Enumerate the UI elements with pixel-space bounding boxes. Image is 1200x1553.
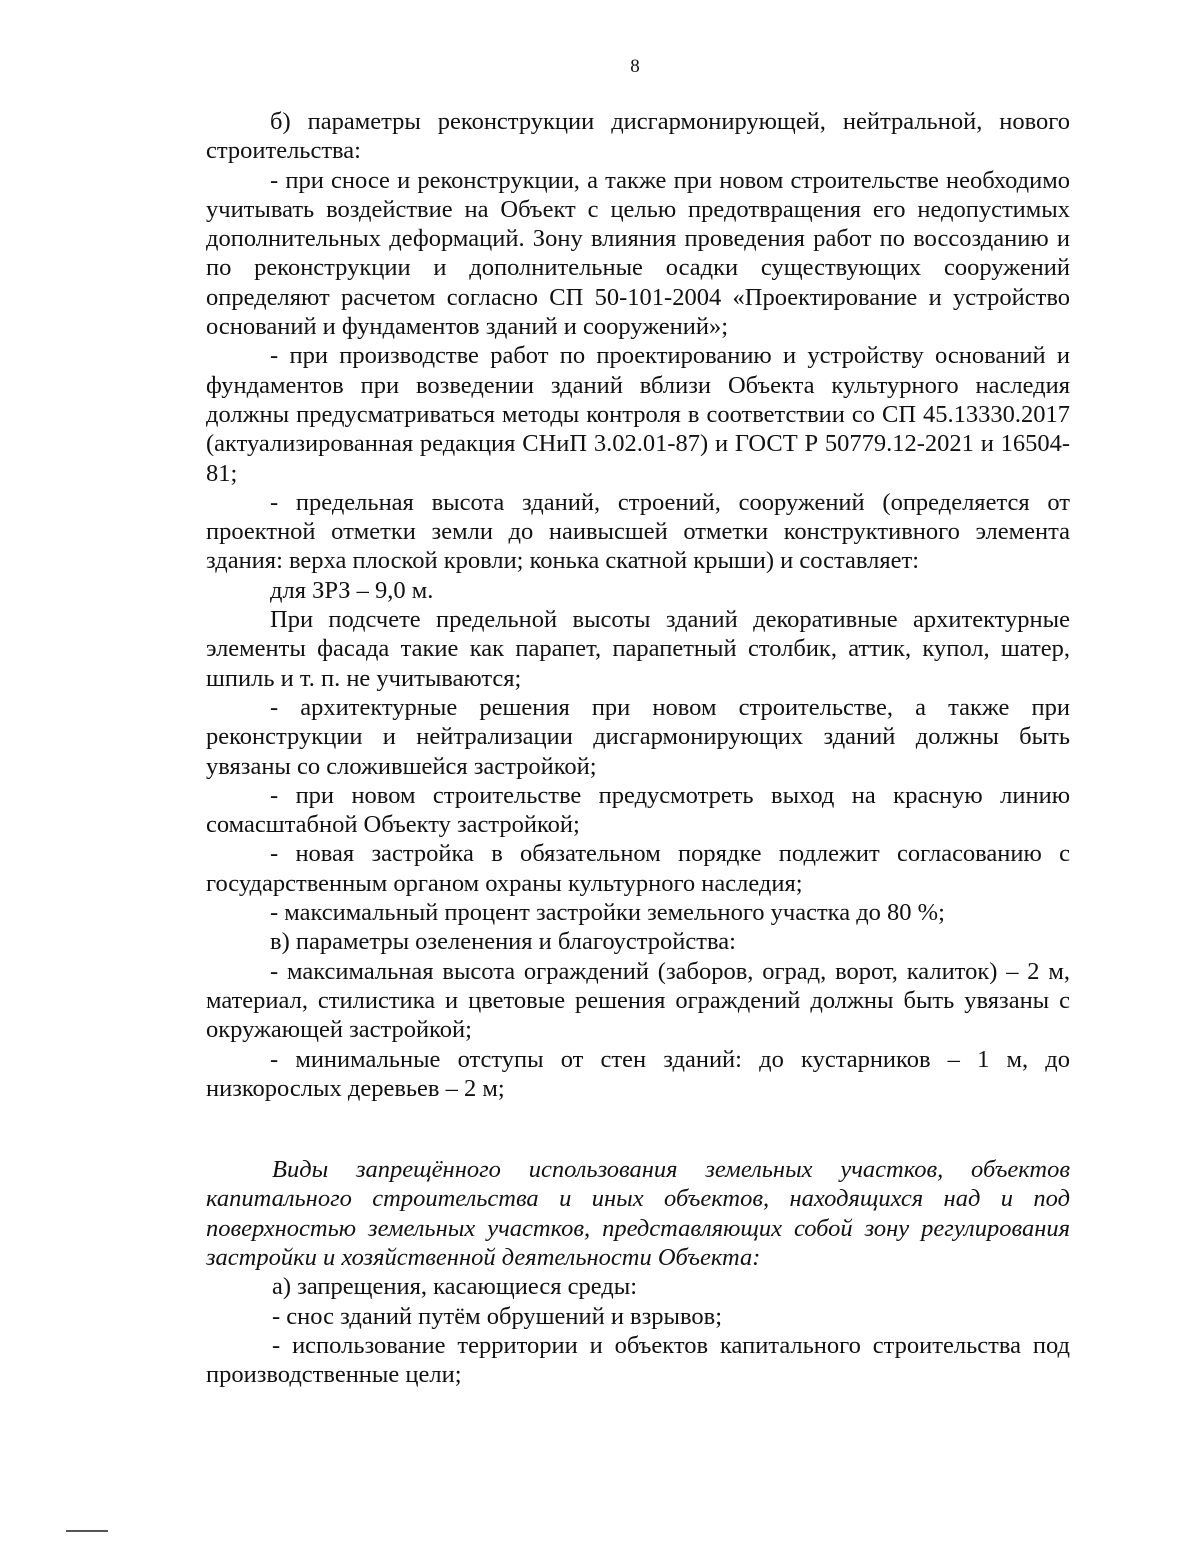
- paragraph-reconstruction-params: б) параметры реконструкции дисгармонирующей, нейтральной, нового строительства:: [206, 108, 1070, 165]
- paragraph-environment-restrictions: а) запрещения, касающиеся среды:: [272, 1273, 637, 1301]
- paragraph-landscaping-params: в) параметры озеленения и благоустройства:: [270, 928, 736, 956]
- scan-artifact-line: [66, 1530, 108, 1532]
- paragraph-red-line: - при новом строительстве предусмотреть выход на красную линию сомасштабной Объекту застройкой;: [206, 781, 1070, 839]
- paragraph-height-limit: - предельная высота зданий, строений, сооружений (определяется от проектной отметки земли до наивысшей отметки конструктивного элемента здания: верха плоской кровли; конька скатной крыши) и составляет:: [206, 488, 1070, 575]
- paragraph-zrz-height: для ЗРЗ – 9,0 м.: [270, 576, 434, 604]
- paragraph-demolition-ban: - снос зданий путём обрушений и взрывов;: [272, 1302, 723, 1330]
- paragraph-max-coverage: - максимальный процент застройки земельного участка до 80 %;: [270, 899, 945, 927]
- document-body: [206, 107, 1070, 1389]
- paragraph-fence-height: - максимальная высота ограждений (заборов, оград, ворот, калиток) – 2 м, материал, стилистика и цветовые решения ограждений должны быть увязаны с окружающей застройкой;: [206, 957, 1070, 1044]
- paragraph-min-setbacks: - минимальные отступы от стен зданий: до кустарников – 1 м, до низкорослых деревьев – 2 м;: [206, 1045, 1070, 1102]
- paragraph-approval: - новая застройка в обязательном порядке подлежит согласованию с государственным органом охраны культурного наследия;: [206, 840, 1070, 897]
- paragraph-demolition-impact: - при сносе и реконструкции, а также при новом строительстве необходимо учитывать воздействие на Объект с целью предотвращения его недопустимых дополнительных деформаций. Зону влияния проведения работ по воссозданию и по реконструкции и дополнительные осадки существующих сооружений определяют расчетом согласно СП 50-101-2004 «Проектирование и устройство оснований и фундаментов зданий и сооружений»;: [206, 166, 1070, 341]
- paragraph-foundation-control: - при производстве работ по проектированию и устройству оснований и фундаментов при возведении зданий вблизи Объекта культурного наследия должны предусматриваться методы контроля в соответствии со СП 45.13330.2017 (актуализированная редакция СНиП 3.02.01-87) и ГОСТ Р 50779.12-2021 и 16504-81;: [206, 342, 1070, 487]
- paragraph-industrial-use-ban: - использование территории и объектов капитального строительства под производственные цели;: [206, 1331, 1070, 1389]
- page-number: 8: [630, 56, 640, 77]
- section-gap: [206, 1103, 1070, 1155]
- paragraph-decorative-elements: При подсчете предельной высоты зданий декоративные архитектурные элементы фасада такие как парапет, парапетный столбик, аттик, купол, шатер, шпиль и т. п. не учитываются;: [206, 606, 1070, 692]
- section-heading-prohibited-uses: Виды запрещённого использования земельных участков, объектов капитального строительства и иных объектов, находящихся над и под поверхностью земельных участков, представляющих собой зону регулирования застройки и хозяйственной деятельности Объекта:: [206, 1156, 1070, 1271]
- paragraph-architectural-solutions: - архитектурные решения при новом строительстве, а также при реконструкции и нейтрализации дисгармонирующих зданий должны быть увязаны со сложившейся застройкой;: [206, 693, 1070, 780]
